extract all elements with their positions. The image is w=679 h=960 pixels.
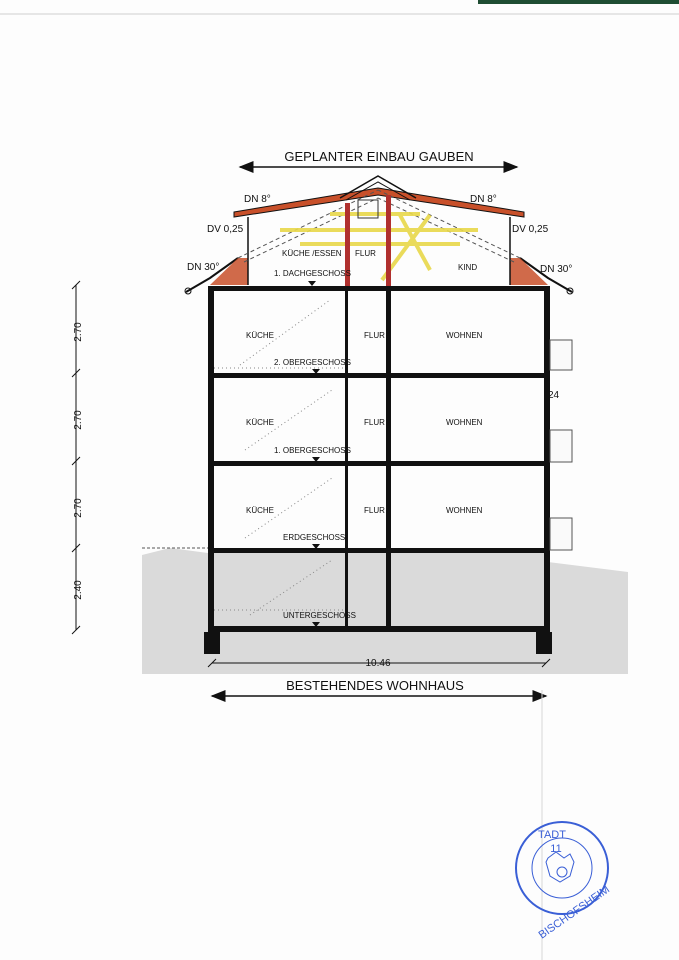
balconies <box>550 340 572 550</box>
room-og1-mid: FLUR <box>364 418 385 427</box>
dim-width: 10.46 <box>365 658 391 669</box>
room-dach-mid: FLUR <box>355 249 376 258</box>
title-existing-house: BESTEHENDES WOHNHAUS <box>286 678 464 693</box>
room-dach-right: KIND <box>458 263 478 272</box>
floor-name-ug: UNTERGESCHOSS <box>283 611 356 620</box>
level-marker-dach <box>308 281 316 286</box>
floor-name-og1: 1. OBERGESCHOSS <box>274 446 351 455</box>
stamp-arc-text: BISCHOFSHEIM <box>536 883 613 942</box>
room-og1-left: KÜCHE <box>246 418 275 427</box>
balcony-dim: 24 <box>548 390 560 401</box>
label-dv-left: DV 0,25 <box>207 224 244 235</box>
stamp-number: 11 <box>550 843 562 855</box>
dim-height-ug: 2.40 <box>73 580 84 600</box>
room-og1-right: WOHNEN <box>446 418 483 427</box>
floor-name-dach: 1. DACHGESCHOSS <box>274 269 351 278</box>
sheet-corner-strip <box>478 0 679 4</box>
room-og2-right: WOHNEN <box>446 331 483 340</box>
label-pitch-left: DN 30° <box>187 262 220 273</box>
dim-height-og2: 2.70 <box>73 322 84 342</box>
floor-name-eg: ERDGESCHOSS <box>283 533 346 542</box>
title-planned-dormer: GEPLANTER EINBAU GAUBEN <box>284 149 474 164</box>
label-pitch-right: DN 30° <box>540 264 573 275</box>
floor-name-og2: 2. OBERGESCHOSS <box>274 358 351 367</box>
room-eg-left: KÜCHE <box>246 506 275 515</box>
dim-height-og1: 2.70 <box>73 410 84 430</box>
label-dv-right: DV 0,25 <box>512 224 549 235</box>
ground-fill <box>142 548 628 674</box>
dim-height-eg: 2.70 <box>73 498 84 518</box>
label-dn-right: DN 8° <box>470 194 497 205</box>
room-og2-left: KÜCHE <box>246 331 275 340</box>
label-dn-left: DN 8° <box>244 194 271 205</box>
stamp-top-text: TADT <box>538 829 566 841</box>
room-dach-left: KÜCHE /ESSEN <box>282 249 342 258</box>
room-eg-mid: FLUR <box>364 506 385 515</box>
room-og2-mid: FLUR <box>364 331 385 340</box>
room-eg-right: WOHNEN <box>446 506 483 515</box>
post-right <box>386 195 391 288</box>
